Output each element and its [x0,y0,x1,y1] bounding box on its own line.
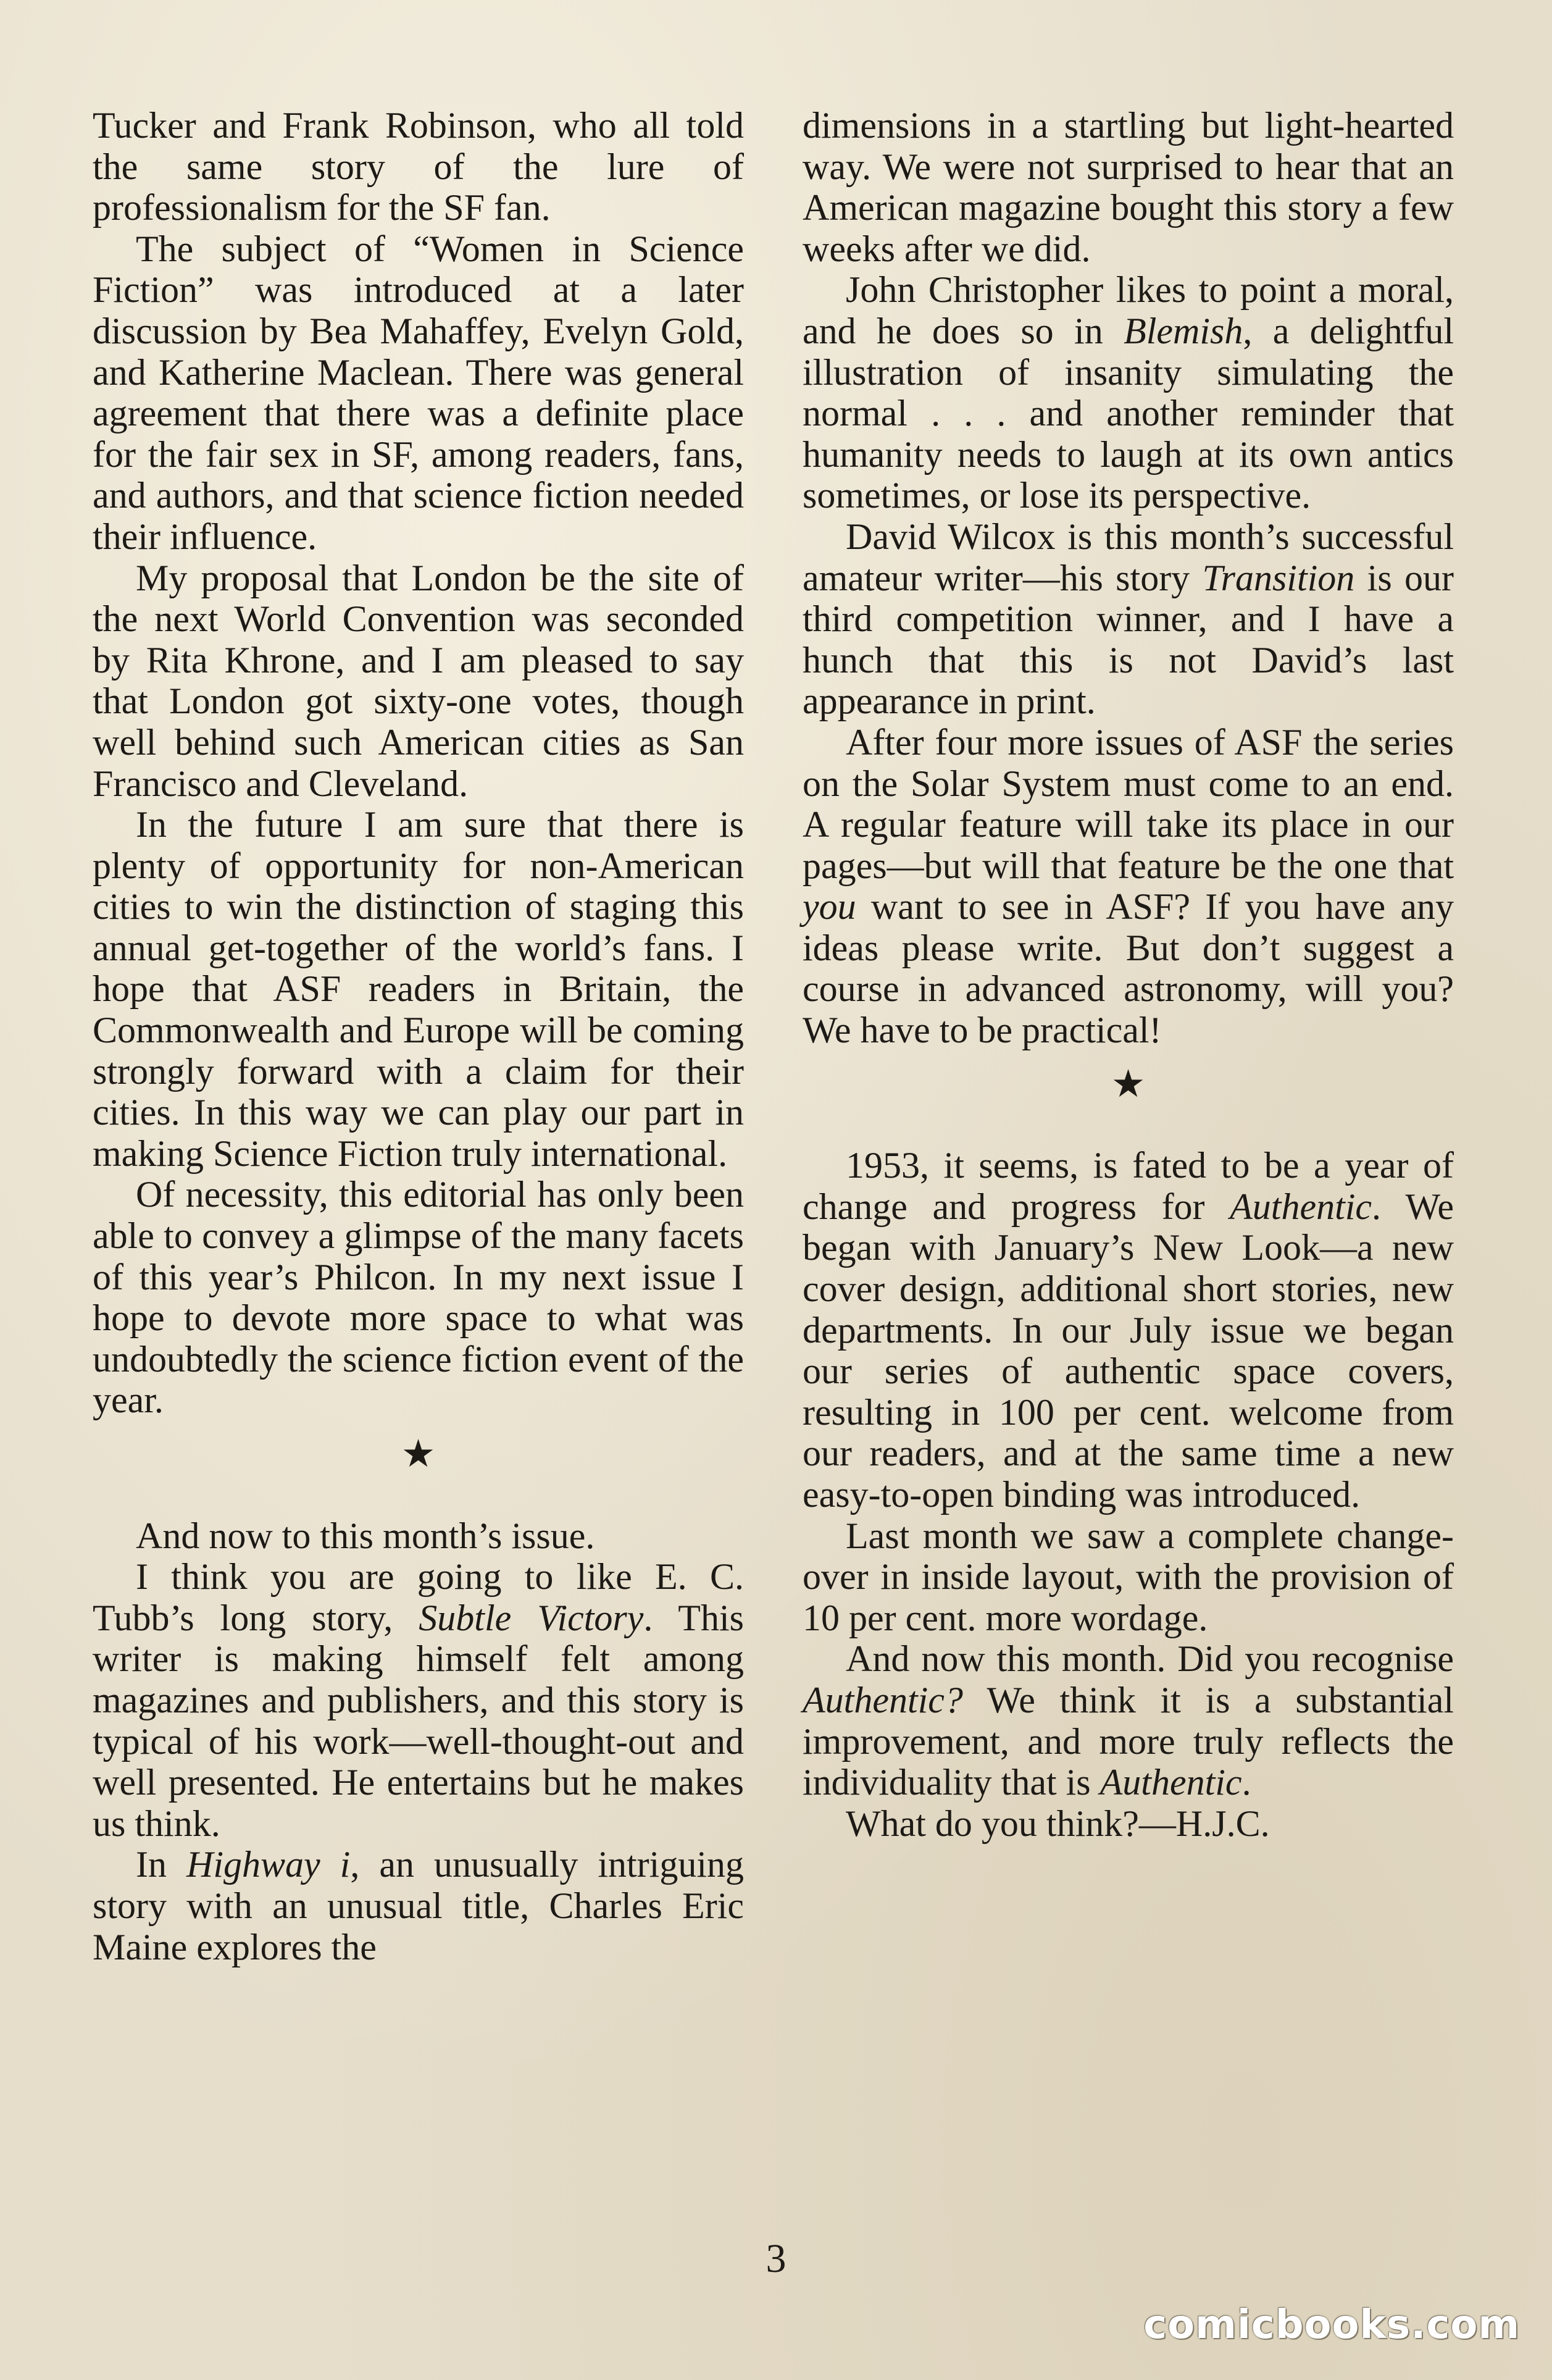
paragraph: I think you are going to like E. C. Tubb’s long story, Subtle Victory. This writer is making himself felt among magazines and publishers, and this story is typical of his work—well-thought-out and well presented. He entertains but he makes us think. [93,1556,744,1844]
paragraph: The subject of “Women in Science Fiction” was introduced at a later discussion by Bea Mahaffey, Evelyn Gold, and Katherine Maclean. There was general agreement that there was a definite place for the fair sex in SF, among readers, fans, and authors, and that science fiction needed their influence. [93,228,744,557]
page-number: 3 [766,2236,786,2281]
paragraph: In Highway i, an unusually intriguing story with an unusual title, Charles Eric Maine explores the [93,1844,744,1967]
paragraph: And now to this month’s issue. [136,1515,595,1556]
paragraph: And now this month. Did you recognise Authentic? We think it is a substantial improvement, and more truly reflects the individuality that is Authentic. [803,1638,1454,1803]
section-separator-star-icon: ★ [1111,1060,1146,1106]
paragraph: In the future I am sure that there is plenty of opportunity for non-American cities to win the distinction of staging this annual get-together of the world’s fans. I hope that ASF readers in Britain, the Commonwealth and Europe will be coming strongly forward with a claim for their cities. In this way we can play our part in making Science Fiction truly international. [93,804,744,1174]
story-title: Subtle Victory [419,1597,644,1638]
paragraph: My proposal that London be the site of the next World Convention was seconded by Rita Khrone, and I am pleased to say that London got sixty-one votes, though well behind such American cities as San Francisco and Cleveland. [93,557,744,804]
magazine-title: Authentic? [803,1679,963,1720]
signature-line: What do you think?—H.J.C. [846,1803,1270,1844]
magazine-title: Authentic [1099,1762,1242,1803]
paragraph: Of necessity, this editorial has only been able to convey a glimpse of the many facets of this year’s Philcon. In my next issue I hope to devote more space to what was undoubtedly the science fiction event of the year. [93,1174,744,1421]
left-column [93,105,744,1967]
paragraph: 1953, it seems, is fated to be a year of change and progress for Authentic. We began with January’s New Look—a new cover design, additional short stories, new departments. In our July issue we began our series of authentic space covers, resulting in 100 per cent. welcome from our readers, and at the same time a new easy-to-open binding was introduced. [803,1145,1454,1515]
paragraph: John Christopher likes to point a moral, and he does so in Blemish, a delightful illustration of insanity simulating the normal . . . and another reminder that humanity needs to laugh at its own antics sometimes, or lose its perspective. [803,269,1454,516]
section-separator-star-icon: ★ [401,1431,436,1476]
story-title: Blemish [1124,310,1243,351]
paragraph: dimensions in a startling but light-hearted way. We were not surprised to hear that an American magazine bought this story a few weeks after we did. [803,105,1454,269]
story-title: Highway i [186,1844,351,1885]
right-column [803,105,1454,1844]
magazine-title: Authentic [1230,1186,1372,1227]
watermark: comicbooks.com [1143,2302,1520,2348]
emphasis: you [803,886,856,928]
paragraph: David Wilcox is this month’s successful amateur writer—his story Transition is our third competition winner, and I have a hunch that this is not David’s last appearance in print. [803,516,1454,722]
paragraph: After four more issues of ASF the series on the Solar System must come to an end. A regular feature will take its place in our pages—but will that feature be the one that you want to see in ASF? If you have any ideas please write. But don’t suggest a course in advanced astronomy, will you? We have to be practical! [803,721,1454,1051]
paragraph: Tucker and Frank Robinson, who all told the same story of the lure of professionalism for the SF fan. [93,105,744,228]
story-title: Transition [1202,557,1355,598]
paragraph: Last month we saw a complete change-over in inside layout, with the provision of 10 per cent. more wordage. [803,1515,1454,1638]
